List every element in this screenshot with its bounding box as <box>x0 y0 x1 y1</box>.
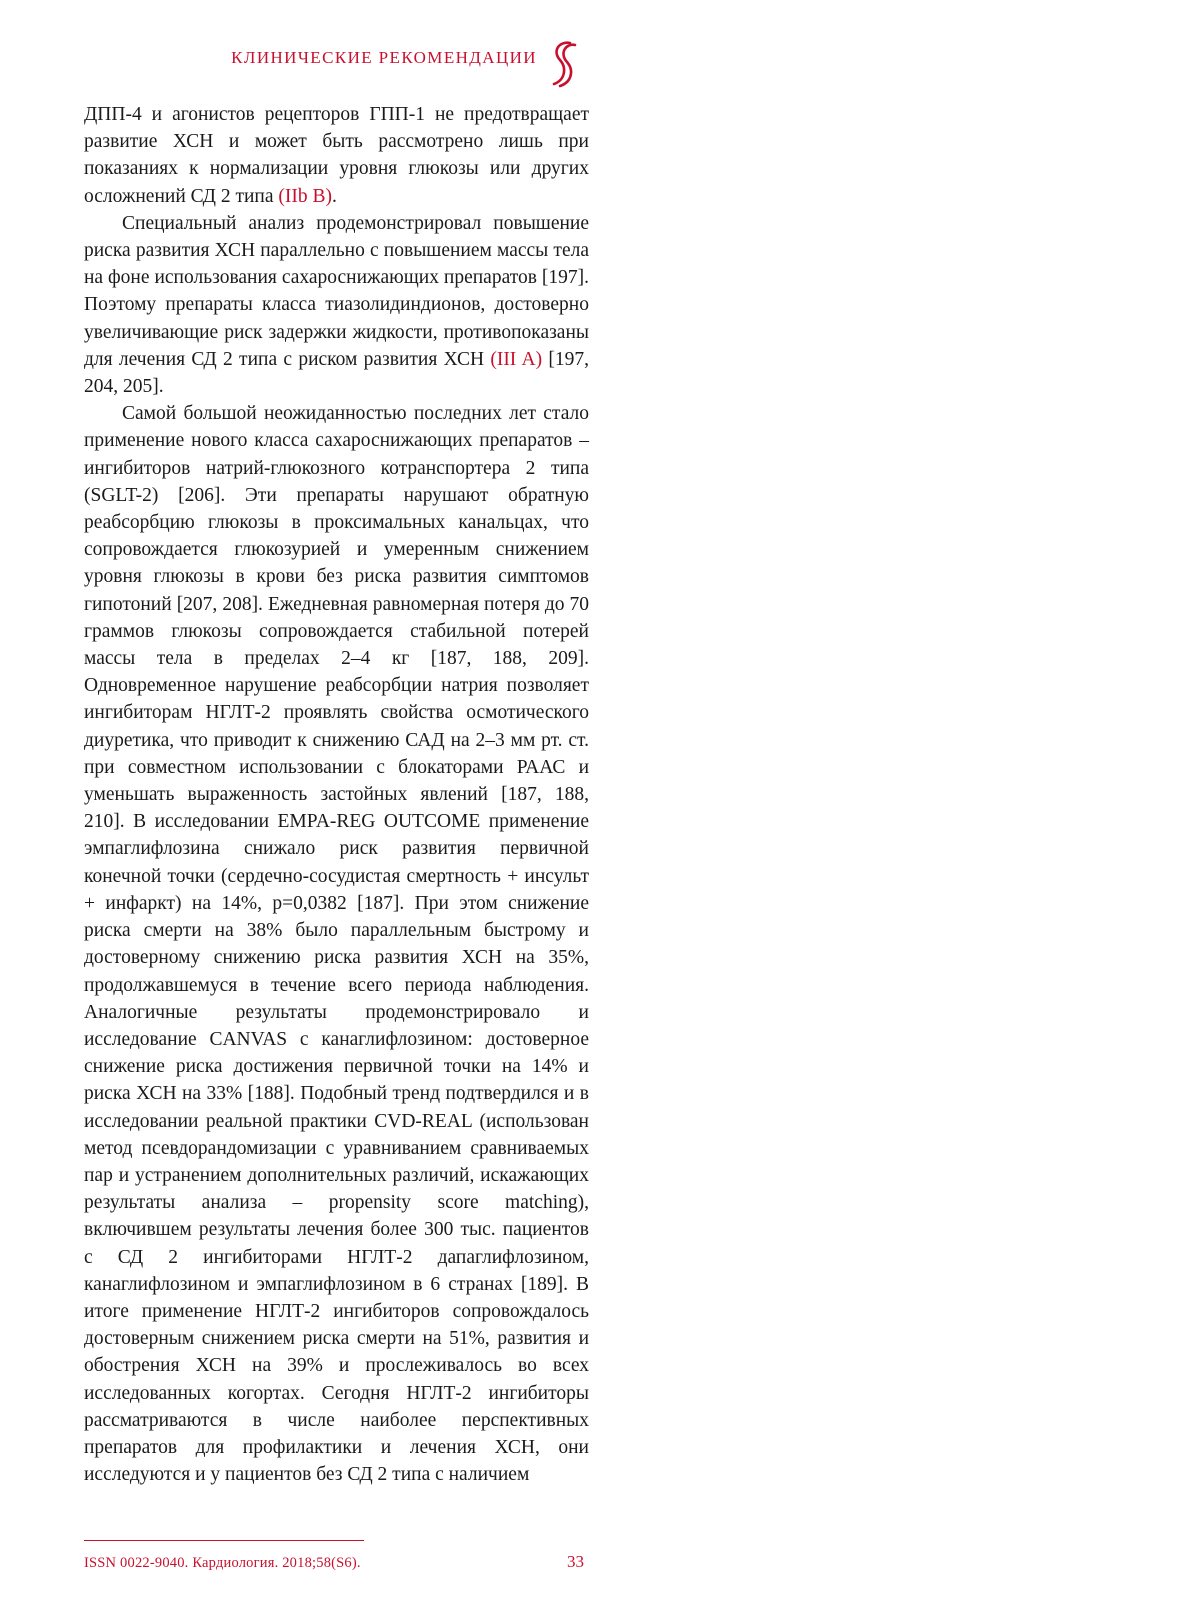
page-number: 33 <box>567 1552 584 1571</box>
paragraph-3: Самой большой неожиданностью последних лет стало применение нового класса сахароснижающих препаратов – ингибиторов натрий-глюкозного котранспортера 2 типа (SGLT-2) [206]. Эти препараты нарушают обратную реабсорбцию глюкозы в проксимальных канальцах, что сопровождается глюкозурией и умеренным снижением уровня глюкозы в крови без риска развития симптомов гипотоний [207, 208]. Ежедневная равномерная потеря до 70 граммов глюкозы сопровождается стабильной потерей массы тела в пределах 2–4 кг [187, 188, 209]. Одновременное нарушение реабсорбции натрия позволяет ингибиторам НГЛТ-2 проявлять свойства осмотического диуретика, что приводит к снижению САД на 2–3 мм рт. ст. при совместном использовании с блокаторами РААС и уменьшать выраженность застойных явлений [187, 188, 210]. В исследовании EMPA-REG OUTCOME применение эмпаглифлозина снижало риск развития первичной конечной точки (сердечно-сосудистая смертность + инсульт + инфаркт) на 14%, p=0,0382 [187]. При этом снижение риска смерти на 38% было параллельным быстрому и достоверному снижению риска развития ХСН на 35%, продолжавшемуся в течение всего периода наблюдения. Аналогичные результаты продемонстрировало и исследование CANVAS с канаглифлозином: достоверное снижение риска достижения первичной точки на 14% и риска ХСН на 33% [188]. Подобный тренд подтвердился и в исследовании реальной практики CVD-REAL (использован метод псевдорандомизации с уравниванием сравниваемых пар и устранением дополнительных различий, искажающих результаты анализа – propensity score matching), включившем результаты лечения более 300 тыс. пациентов с СД 2 ингибиторами НГЛТ-2 дапаглифлозином, канаглифлозином и эмпаглифлозином в 6 странах [189]. В итоге применение НГЛТ-2 ингибиторов сопровождалось достоверным снижением риска смерти на 51%, развития и обострения ХСН на 39% и прослеживалось во всех исследованных когортах. Сегодня НГЛТ-2 ингибиторы рассматриваются в числе наиболее перспективных препаратов для профилактики и лечения ХСН, они исследуются и у пациентов без СД 2 типа с наличием <box>84 403 589 1486</box>
paragraph-2: Специальный анализ продемонстрировал повышение риска развития ХСН параллельно с повышением массы тела на фоне использования сахароснижающих препаратов [197]. Поэтому препараты класса тиазолидиндионов, достоверно увеличивающие риск задержки жидкости, противопоказаны для лечения СД 2 типа с риском развития ХСН (III A) [197, 204, 205]. <box>84 212 589 398</box>
paragraph-1: ДПП-4 и агонистов рецепторов ГПП-1 не предотвращает развитие ХСН и может быть рассмотрено лишь при показаниях к нормализации уровня глюкозы или других осложнений СД 2 типа (IIb B). <box>84 104 589 207</box>
article-body <box>84 101 589 1488</box>
recommendation-grade: (III A) <box>490 348 543 370</box>
footer-divider <box>84 1540 364 1541</box>
double-s-logo-icon <box>545 38 581 88</box>
journal-citation: ISSN 0022-9040. Кардиология. 2018;58(S6). <box>84 1555 361 1571</box>
section-title: КЛИНИЧЕСКИЕ РЕКОМЕНДАЦИИ <box>231 48 537 67</box>
recommendation-grade: (IIb B) <box>278 185 332 207</box>
